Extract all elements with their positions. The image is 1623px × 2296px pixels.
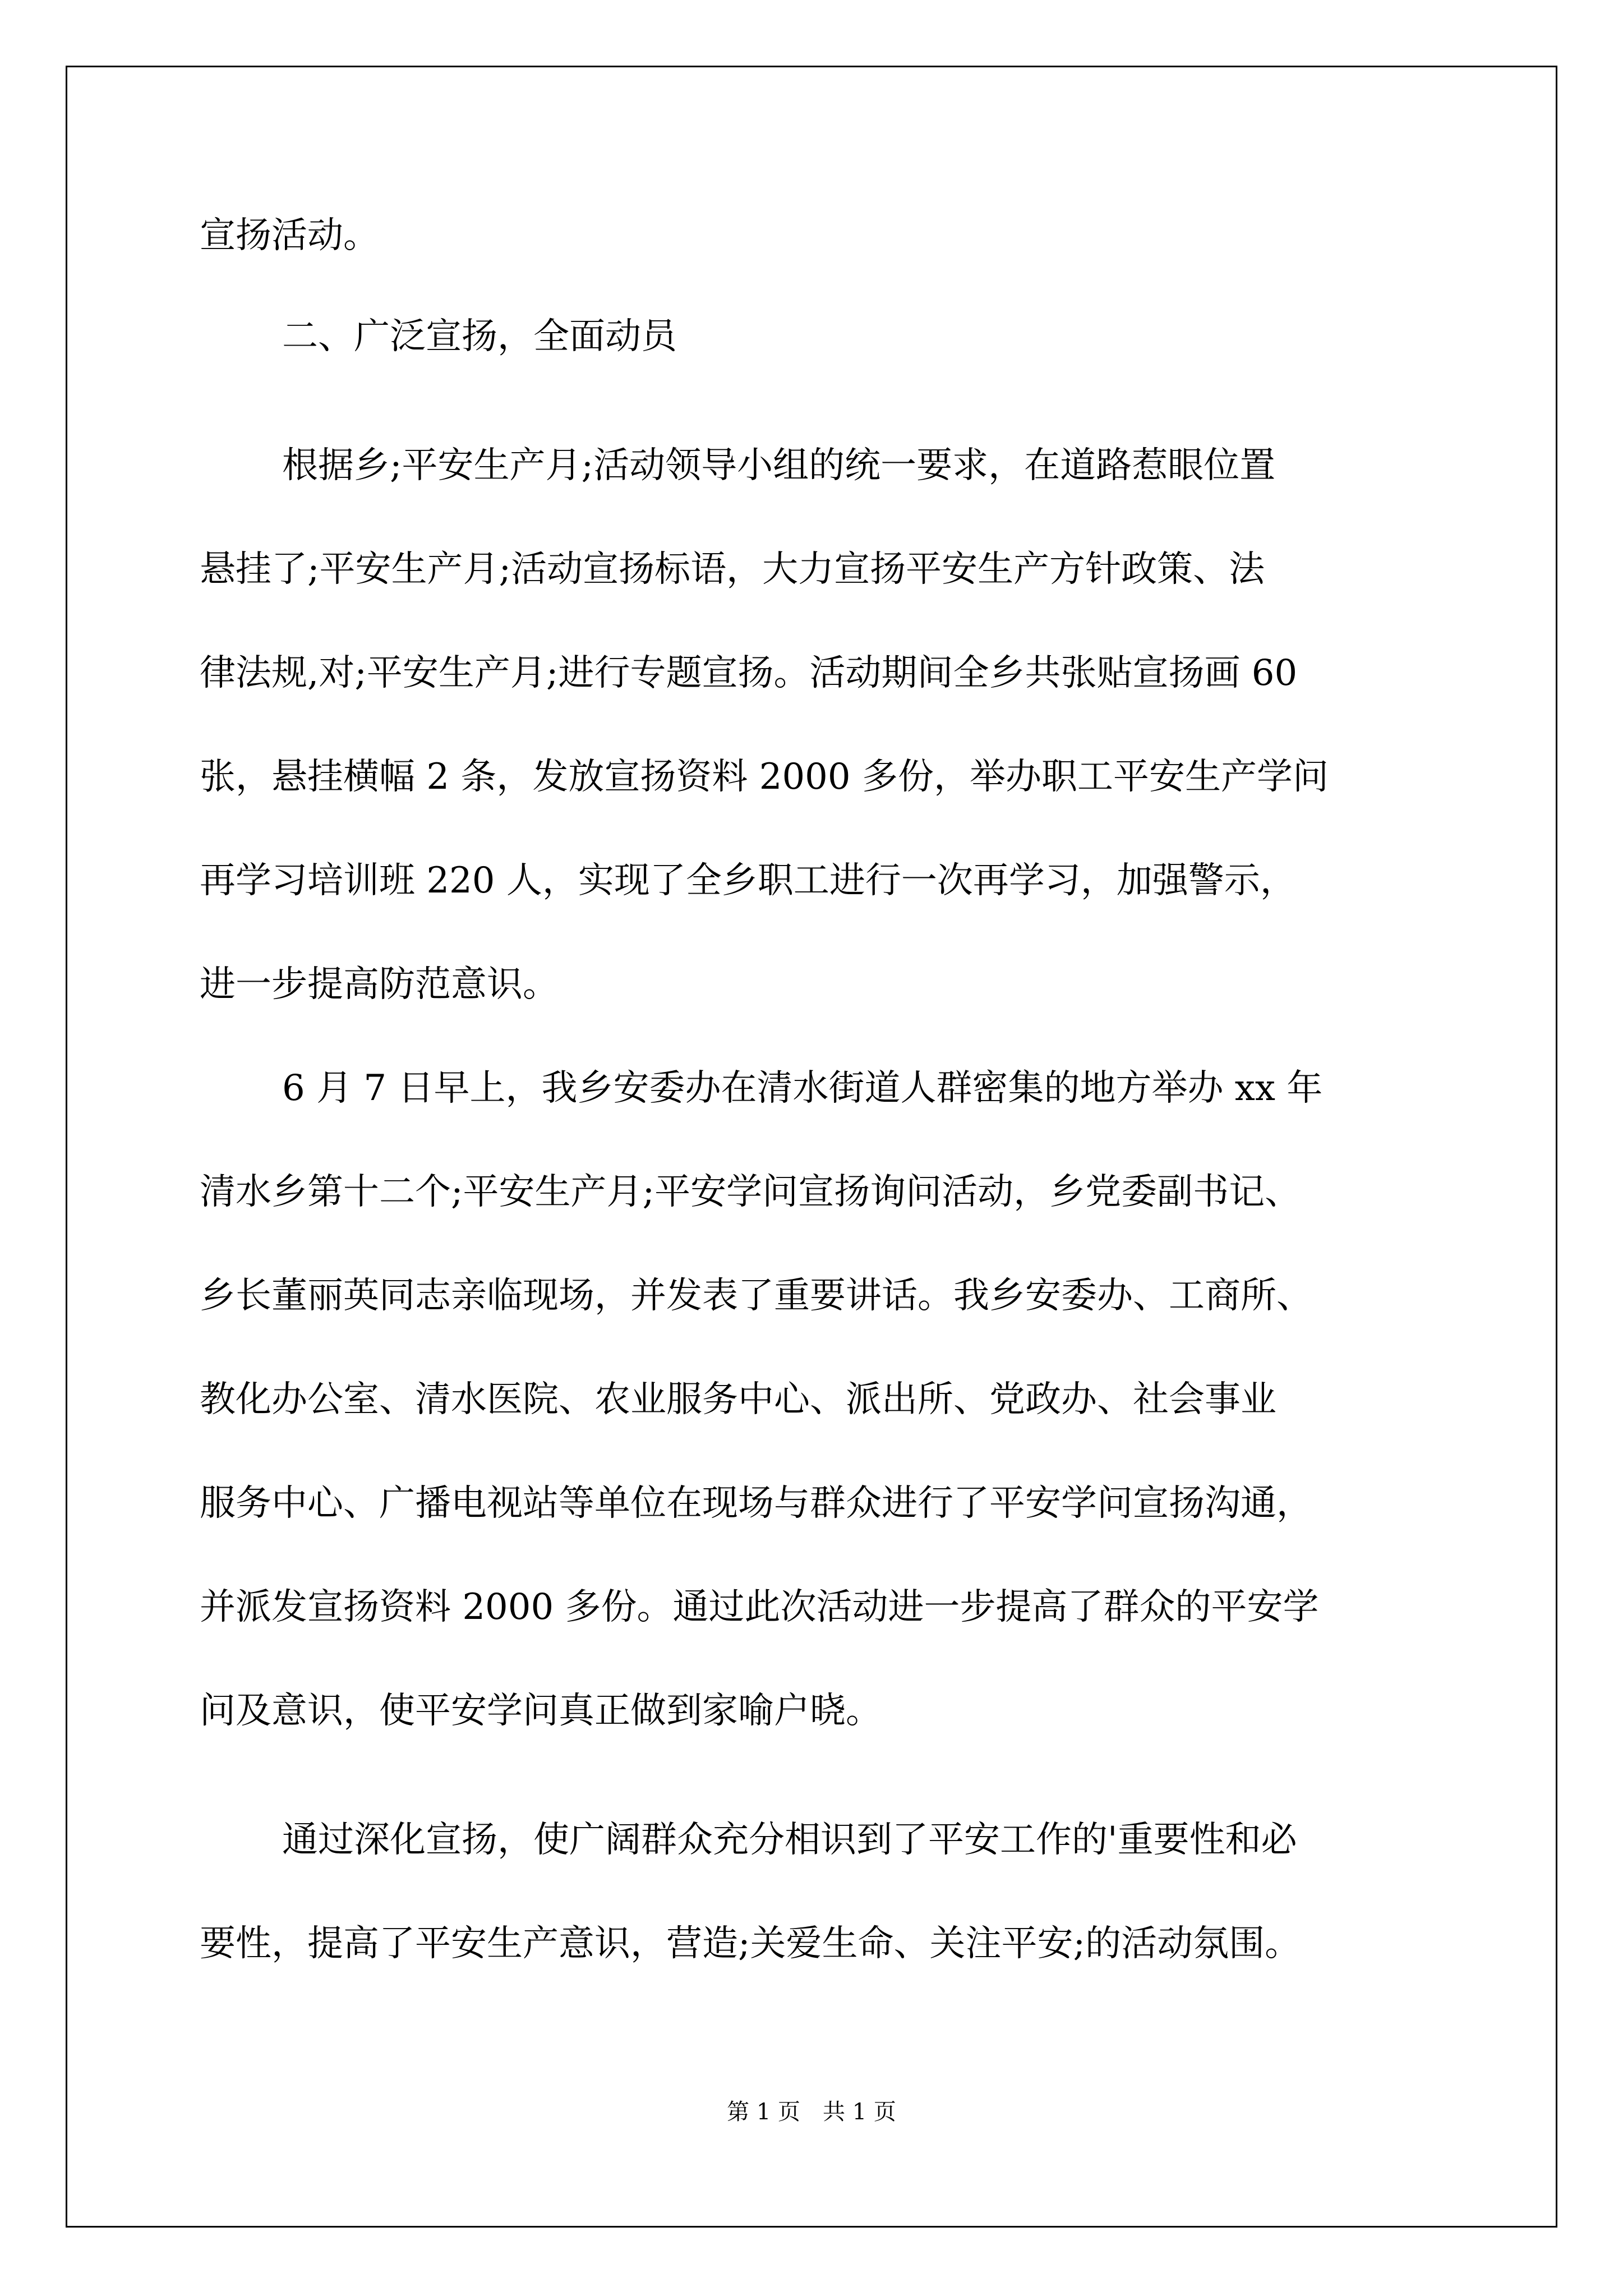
body-text-line: 根据乡;平安生产月;活动领导小组的统一要求，在道路惹眼位置 — [282, 445, 1276, 486]
body-text-line: 教化办公室、清水医院、农业服务中心、派出所、党政办、社会事业 — [200, 1379, 1276, 1420]
page-border — [66, 66, 1557, 2228]
page-total: 共 1 页 — [823, 2099, 896, 2125]
body-text-line: 服务中心、广播电视站等单位在现场与群众进行了平安学问宣扬沟通， — [200, 1483, 1312, 1524]
body-text-line: 悬挂了;平安生产月;活动宣扬标语，大力宣扬平安生产方针政策、法 — [200, 549, 1265, 590]
body-text-line: 乡长董丽英同志亲临现场，并发表了重要讲话。我乡安委办、工商所、 — [200, 1275, 1312, 1317]
body-text-line: 6 月 7 日早上，我乡安委办在清水街道人群密集的地方举办 xx 年 — [282, 1068, 1323, 1109]
body-text-line: 通过深化宣扬，使广阔群众充分相识到了平安工作的'重要性和必 — [282, 1819, 1297, 1861]
page-footer — [0, 2095, 1623, 2129]
body-text-line: 张，悬挂横幅 2 条，发放宣扬资料 2000 多份，举办职工平安生产学问 — [200, 756, 1329, 798]
body-text-line: 要性，提高了平安生产意识，营造;关爱生命、关注平安;的活动氛围。 — [200, 1923, 1301, 1964]
body-text-line: 并派发宣扬资料 2000 多份。通过此次活动进一步提高了群众的平安学 — [200, 1586, 1319, 1628]
body-text-line: 问及意识，使平安学问真正做到家喻户晓。 — [200, 1690, 882, 1732]
page-number: 第 1 页 — [727, 2099, 800, 2125]
body-text-line: 律法规,对;平安生产月;进行专题宣扬。活动期间全乡共张贴宣扬画 60 — [200, 652, 1298, 694]
section-heading: 二、广泛宣扬，全面动员 — [282, 316, 677, 357]
body-text-line: 再学习培训班 220 人，实现了全乡职工进行一次再学习，加强警示， — [200, 860, 1296, 901]
body-text-line: 进一步提高防范意识。 — [200, 964, 559, 1005]
body-text-line: 宣扬活动。 — [200, 215, 379, 256]
body-text-line: 清水乡第十二个;平安生产月;平安学问宣扬询问活动，乡党委副书记、 — [200, 1171, 1301, 1213]
